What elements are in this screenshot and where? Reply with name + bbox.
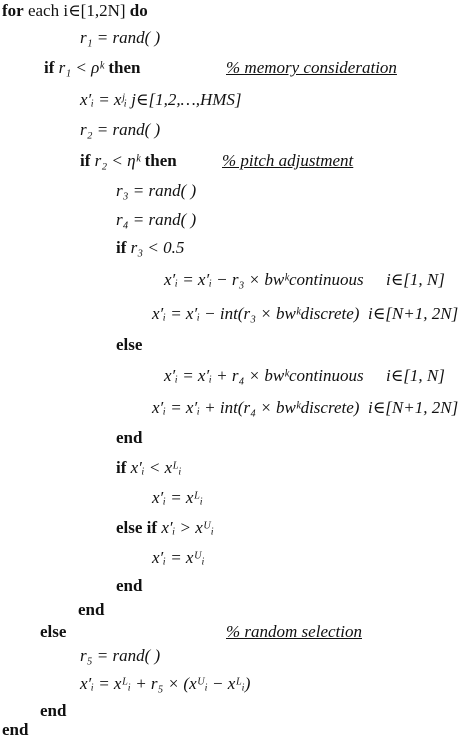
line-text: x′ᵢ = xᴸᵢ	[152, 488, 203, 507]
keyword-end: end	[2, 720, 29, 739]
line-for-each	[2, 1, 148, 21]
condition-continuous-range: i∈[1, N]	[386, 366, 445, 385]
line-end-inner	[116, 428, 142, 448]
line-continuous-plus	[164, 366, 364, 386]
line-end-memory	[40, 701, 66, 721]
line-text: x′ᵢ = x′ᵢ − r₃ × bwᵏcontinuous	[164, 270, 364, 289]
line-text: x′ᵢ = x′ᵢ + r₄ × bwᵏcontinuous	[164, 366, 364, 385]
line-text: x′ᵢ > xᵁᵢ	[157, 518, 214, 537]
line-text: r₅ = rand( )	[80, 646, 161, 665]
line-r5	[80, 646, 160, 666]
line-end-pitch	[78, 600, 104, 620]
line-r4	[116, 210, 196, 230]
comment-memory-consideration: % memory consideration	[226, 58, 397, 77]
line-text: r₂ < ηᵏ	[90, 151, 145, 170]
line-if-pitch	[80, 151, 177, 171]
condition-continuous-range: i∈[1, N]	[386, 270, 445, 289]
line-random-assign	[80, 674, 250, 694]
line-text: r₃ < 0.5	[126, 238, 185, 257]
line-assign-upper	[152, 548, 205, 568]
keyword-end: end	[78, 600, 105, 619]
keyword-else: else	[116, 335, 143, 354]
line-memory-assign	[80, 90, 242, 110]
line-if-memory	[44, 58, 140, 78]
line-text: r₁ = rand( )	[80, 28, 161, 47]
line-if-lower-bound	[116, 458, 182, 478]
keyword-else: else	[40, 622, 67, 641]
condition-discrete-range: i∈[N+1, 2N]	[368, 398, 459, 417]
line-r2	[80, 120, 160, 140]
keyword-if: if	[44, 58, 55, 77]
line-text: x′ᵢ = x′ᵢ − int(r₃ × bwᵏdiscrete)	[152, 304, 360, 323]
line-end-bounds	[116, 576, 142, 596]
keyword-end: end	[116, 428, 143, 447]
line-text: x′ᵢ < xᴸᵢ	[126, 458, 182, 477]
keyword-then: then	[108, 58, 141, 77]
keyword-end: end	[116, 576, 143, 595]
keyword-end: end	[40, 701, 67, 720]
keyword-if: if	[116, 458, 127, 477]
line-text: r₄ = rand( )	[116, 210, 197, 229]
line-end-for	[2, 720, 28, 740]
line-text: r₃ = rand( )	[116, 181, 197, 200]
line-assign-lower	[152, 488, 203, 508]
keyword-if: if	[80, 151, 91, 170]
line-text: r₂ = rand( )	[80, 120, 161, 139]
keyword-else-if: else if	[116, 518, 158, 537]
line-text: r₁ < ρᵏ	[54, 58, 109, 77]
line-discrete-plus	[152, 398, 359, 418]
line-text: x′ᵢ = xʲᵢ j∈[1,2,…,HMS]	[80, 90, 242, 109]
keyword-do: do	[129, 1, 148, 20]
comment-pitch-adjustment: % pitch adjustment	[222, 151, 354, 170]
line-continuous-minus	[164, 270, 364, 290]
keyword-for: for	[2, 1, 24, 20]
line-else-if-upper	[116, 518, 214, 538]
line-text: x′ᵢ = x′ᵢ + int(r₄ × bwᵏdiscrete)	[152, 398, 360, 417]
keyword-then: then	[144, 151, 177, 170]
line-else	[116, 335, 142, 355]
line-text: each i∈[1,2N]	[23, 1, 130, 20]
keyword-if: if	[116, 238, 127, 257]
line-r3	[116, 181, 196, 201]
condition-discrete-range: i∈[N+1, 2N]	[368, 304, 459, 323]
line-else-random	[40, 622, 66, 642]
line-if-r3	[116, 238, 184, 258]
line-r1	[80, 28, 160, 48]
line-text: x′ᵢ = xᵁᵢ	[152, 548, 205, 567]
line-discrete-minus	[152, 304, 359, 324]
line-text: x′ᵢ = xᴸᵢ + r₅ × (xᵁᵢ − xᴸᵢ)	[80, 674, 251, 693]
comment-random-selection: % random selection	[226, 622, 362, 641]
